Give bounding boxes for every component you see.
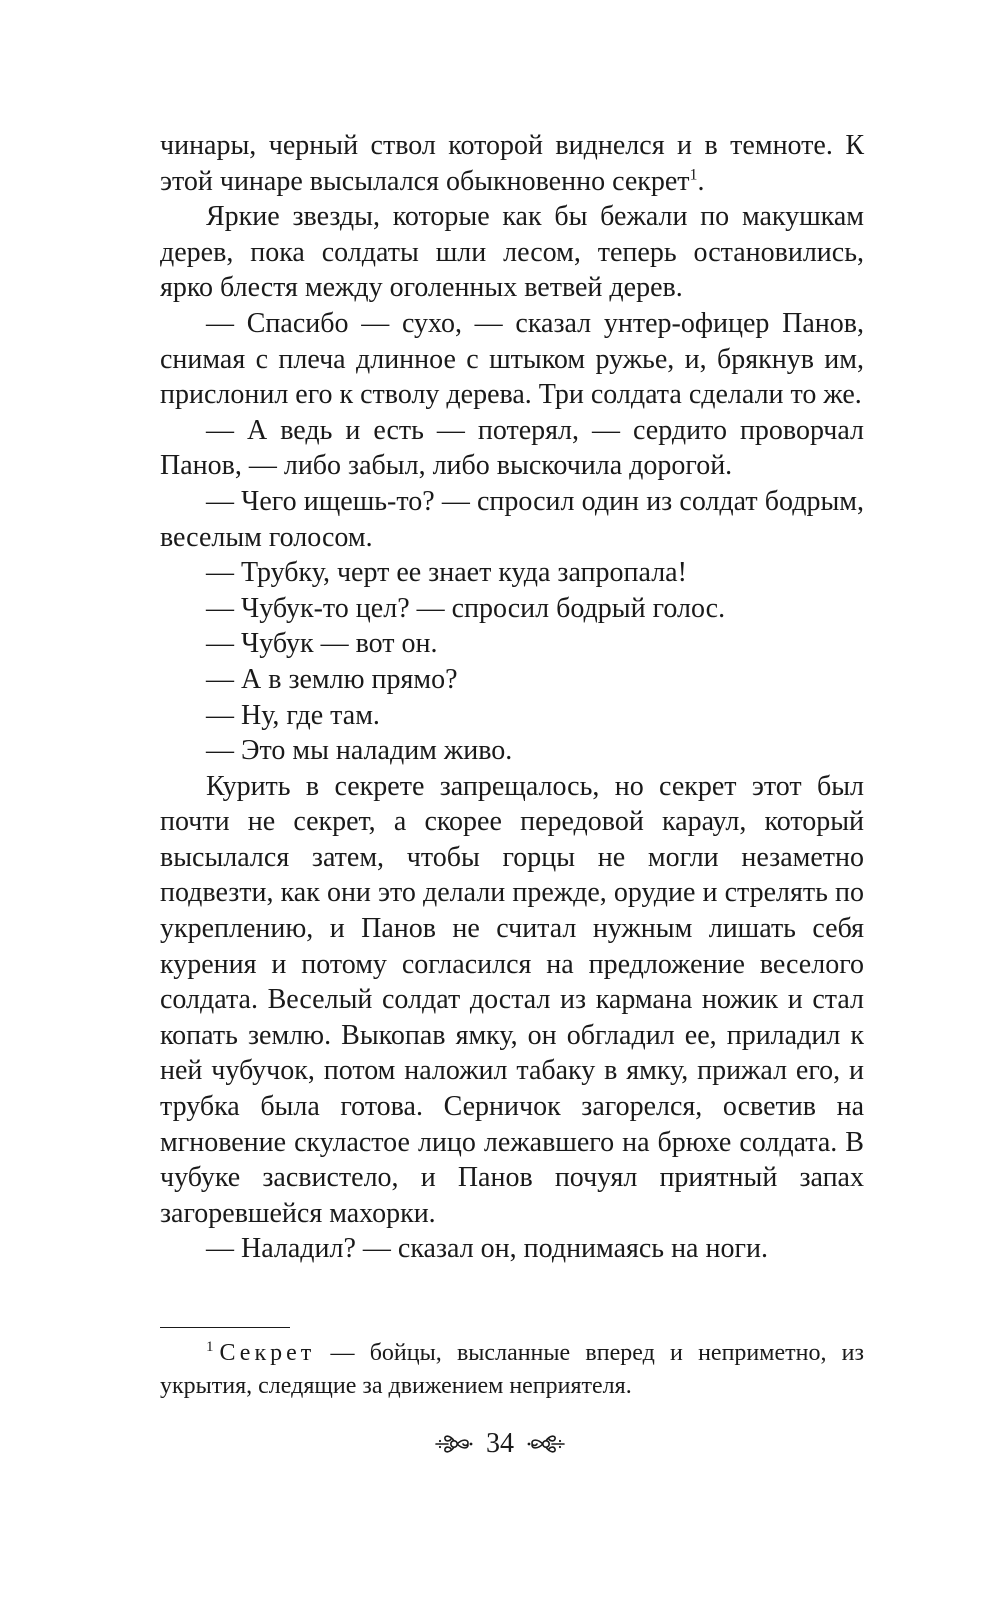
paragraph: — Ну, где там. [206,699,380,731]
footnote-marker: 1 [206,1339,214,1355]
paragraph: — А ведь и есть — потерял, — сердито проворчал Панов, — либо забыл, либо выскочила дорогой. [160,414,864,482]
footnote-divider [160,1327,290,1328]
floral-ornament-right-icon [526,1431,566,1457]
page-number: 34 [486,1428,514,1459]
paragraph: Яркие звезды, которые как бы бежали по макушкам дерев, пока солдаты шли лесом, теперь остановились, ярко блестя между оголенных ветвей дерев. [160,201,864,304]
page-footer [0,1424,1000,1464]
paragraph: — А в землю прямо? [206,663,458,695]
footnote-definition: — бойцы, высланные вперед и неприметно, из укрытия, следящие за движением неприятеля. [160,1340,864,1399]
footnote-term: Секрет [219,1340,316,1366]
paragraph-text: чинары, черный ствол которой виднелся и в темноте. К этой чинаре высылался обыкновенно секрет [160,130,864,197]
paragraph: — Наладил? — сказал он, поднимаясь на ноги. [206,1233,768,1265]
paragraph: — Это мы наладим живо. [206,735,513,767]
main-text [160,128,864,1267]
floral-ornament-left-icon [434,1431,474,1457]
paragraph [160,128,864,199]
paragraph: — Чубук — вот он. [206,628,438,660]
paragraph: Курить в секрете запрещалось, но секрет этот был почти не секрет, а скорее передовой караул, который высылался затем, чтобы горцы не могли незаметно подвезти, как они это делали прежде, орудие и стрелять по укреплению, и Панов не считал нужным лишать себя курения и потому согласился на предложение веселого солдата. Веселый солдат достал из кармана ножик и стал копать землю. Выкопав ямку, он обгладил ее, приладил к ней чубучок, потом наложил табаку в ямку, прижал его, и трубка была готова. Серничок загорелся, осветив на мгновение скуластое лицо лежавшего на брюхе солдата. В чубуке засвистело, и Панов почуял приятный запах загоревшейся махорки. [160,770,864,1229]
paragraph: — Чубук-то цел? — спросил бодрый голос. [206,592,726,624]
paragraph: — Чего ищешь-то? — спросил один из солдат бодрым, веселым голосом. [160,485,864,553]
paragraph: — Спасибо — сухо, — сказал унтер-офицер Панов, снимая с плеча длинное с штыком ружье, и, брякнув им, прислонил его к стволу дерева. Три солдата сделали то же. [160,307,864,411]
paragraph-end-punctuation: . [697,165,705,197]
paragraph: — Трубку, черт ее знает куда запропала! [206,557,687,589]
footnote [160,1337,864,1403]
footnote-reference: 1 [689,166,698,184]
